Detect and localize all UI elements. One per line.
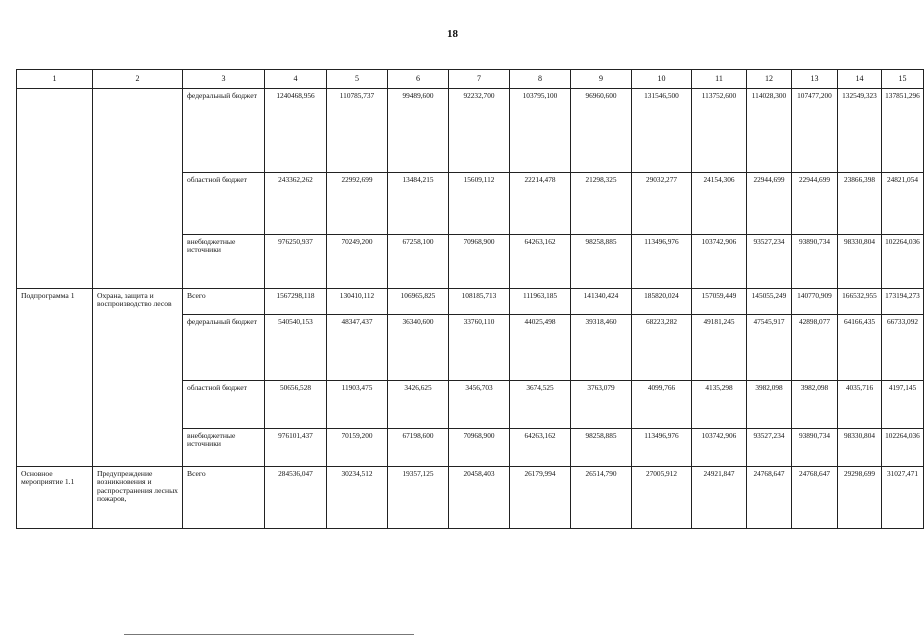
amount-cell: 173194,273 xyxy=(882,289,924,315)
table-row xyxy=(17,289,924,315)
amount-cell: 130410,112 xyxy=(327,289,388,315)
budget-table xyxy=(16,69,924,529)
amount-cell: 3763,079 xyxy=(571,381,632,429)
funding-source-cell: федеральный бюджет xyxy=(183,89,265,173)
amount-cell: 22944,699 xyxy=(792,173,838,235)
amount-cell: 29032,277 xyxy=(632,173,692,235)
program-name-cell: Основное мероприятие 1.1 xyxy=(17,467,93,529)
amount-cell: 93527,234 xyxy=(747,429,792,467)
amount-cell: 22944,699 xyxy=(747,173,792,235)
amount-cell: 70159,200 xyxy=(327,429,388,467)
amount-cell: 26179,994 xyxy=(510,467,571,529)
amount-cell: 243362,262 xyxy=(265,173,327,235)
amount-cell: 15609,112 xyxy=(449,173,510,235)
amount-cell: 3982,098 xyxy=(747,381,792,429)
amount-cell: 3426,625 xyxy=(388,381,449,429)
column-header: 2 xyxy=(93,70,183,89)
program-title-cell: Предупреждение возникновения и распространения лесных пожаров, xyxy=(93,467,183,529)
amount-cell: 67258,100 xyxy=(388,235,449,289)
amount-cell: 166532,955 xyxy=(838,289,882,315)
amount-cell: 26514,790 xyxy=(571,467,632,529)
program-name-cell: Подпрограмма 1 xyxy=(17,289,93,467)
amount-cell: 98258,885 xyxy=(571,235,632,289)
column-header: 5 xyxy=(327,70,388,89)
amount-cell: 93527,234 xyxy=(747,235,792,289)
page-number: 18 xyxy=(447,28,458,40)
funding-source-cell: внебюджетные источники xyxy=(183,429,265,467)
amount-cell: 11903,475 xyxy=(327,381,388,429)
amount-cell: 976250,937 xyxy=(265,235,327,289)
column-header: 11 xyxy=(692,70,747,89)
amount-cell: 24821,054 xyxy=(882,173,924,235)
amount-cell: 19357,125 xyxy=(388,467,449,529)
funding-source-cell: областной бюджет xyxy=(183,381,265,429)
program-name-cell xyxy=(17,89,93,289)
amount-cell: 111963,185 xyxy=(510,289,571,315)
amount-cell: 24768,647 xyxy=(747,467,792,529)
amount-cell: 113496,976 xyxy=(632,235,692,289)
amount-cell: 66733,092 xyxy=(882,315,924,381)
amount-cell: 21298,325 xyxy=(571,173,632,235)
amount-cell: 70968,900 xyxy=(449,429,510,467)
amount-cell: 140770,909 xyxy=(792,289,838,315)
amount-cell: 98330,804 xyxy=(838,235,882,289)
amount-cell: 976101,437 xyxy=(265,429,327,467)
amount-cell: 137851,296 xyxy=(882,89,924,173)
amount-cell: 22992,699 xyxy=(327,173,388,235)
column-header: 6 xyxy=(388,70,449,89)
amount-cell: 64166,435 xyxy=(838,315,882,381)
amount-cell: 67198,600 xyxy=(388,429,449,467)
amount-cell: 114028,300 xyxy=(747,89,792,173)
funding-source-cell: областной бюджет xyxy=(183,173,265,235)
column-header: 1 xyxy=(17,70,93,89)
amount-cell: 98330,804 xyxy=(838,429,882,467)
amount-cell: 141340,424 xyxy=(571,289,632,315)
amount-cell: 157059,449 xyxy=(692,289,747,315)
column-header: 14 xyxy=(838,70,882,89)
amount-cell: 110785,737 xyxy=(327,89,388,173)
funding-source-cell: внебюджетные источники xyxy=(183,235,265,289)
amount-cell: 131546,500 xyxy=(632,89,692,173)
amount-cell: 24154,306 xyxy=(692,173,747,235)
amount-cell: 70968,900 xyxy=(449,235,510,289)
amount-cell: 27005,912 xyxy=(632,467,692,529)
column-header: 7 xyxy=(449,70,510,89)
amount-cell: 48347,437 xyxy=(327,315,388,381)
funding-source-cell: федеральный бюджет xyxy=(183,315,265,381)
program-title-cell xyxy=(93,89,183,289)
amount-cell: 106965,825 xyxy=(388,289,449,315)
column-header: 13 xyxy=(792,70,838,89)
amount-cell: 284536,047 xyxy=(265,467,327,529)
amount-cell: 39318,460 xyxy=(571,315,632,381)
amount-cell: 4197,145 xyxy=(882,381,924,429)
amount-cell: 42898,077 xyxy=(792,315,838,381)
table-row xyxy=(17,467,924,529)
amount-cell: 13484,215 xyxy=(388,173,449,235)
funding-source-cell: Всего xyxy=(183,467,265,529)
funding-source-cell: Всего xyxy=(183,289,265,315)
amount-cell: 93890,734 xyxy=(792,235,838,289)
amount-cell: 4035,716 xyxy=(838,381,882,429)
column-header: 9 xyxy=(571,70,632,89)
amount-cell: 185820,024 xyxy=(632,289,692,315)
column-header: 15 xyxy=(882,70,924,89)
amount-cell: 68223,282 xyxy=(632,315,692,381)
amount-cell: 3456,703 xyxy=(449,381,510,429)
amount-cell: 50656,528 xyxy=(265,381,327,429)
column-header: 8 xyxy=(510,70,571,89)
amount-cell: 132549,323 xyxy=(838,89,882,173)
amount-cell: 107477,200 xyxy=(792,89,838,173)
amount-cell: 20458,403 xyxy=(449,467,510,529)
amount-cell: 145055,249 xyxy=(747,289,792,315)
amount-cell: 102264,036 xyxy=(882,429,924,467)
amount-cell: 102264,036 xyxy=(882,235,924,289)
amount-cell: 29298,699 xyxy=(838,467,882,529)
amount-cell: 93890,734 xyxy=(792,429,838,467)
table-row xyxy=(17,89,924,173)
header-row xyxy=(17,70,924,89)
amount-cell: 49181,245 xyxy=(692,315,747,381)
amount-cell: 33760,110 xyxy=(449,315,510,381)
amount-cell: 23866,398 xyxy=(838,173,882,235)
amount-cell: 103742,906 xyxy=(692,235,747,289)
amount-cell: 70249,200 xyxy=(327,235,388,289)
amount-cell: 44025,498 xyxy=(510,315,571,381)
amount-cell: 1567298,118 xyxy=(265,289,327,315)
footer-rule xyxy=(124,634,414,635)
amount-cell: 64263,162 xyxy=(510,235,571,289)
amount-cell: 113496,976 xyxy=(632,429,692,467)
amount-cell: 103742,906 xyxy=(692,429,747,467)
column-header: 12 xyxy=(747,70,792,89)
column-header: 4 xyxy=(265,70,327,89)
amount-cell: 92232,700 xyxy=(449,89,510,173)
amount-cell: 113752,600 xyxy=(692,89,747,173)
program-title-cell: Охрана, защита и воспроизводство лесов xyxy=(93,289,183,467)
amount-cell: 98258,885 xyxy=(571,429,632,467)
amount-cell: 31027,471 xyxy=(882,467,924,529)
amount-cell: 47545,917 xyxy=(747,315,792,381)
amount-cell: 30234,512 xyxy=(327,467,388,529)
amount-cell: 3674,525 xyxy=(510,381,571,429)
amount-cell: 3982,098 xyxy=(792,381,838,429)
column-header: 3 xyxy=(183,70,265,89)
amount-cell: 99489,600 xyxy=(388,89,449,173)
amount-cell: 36340,600 xyxy=(388,315,449,381)
amount-cell: 108185,713 xyxy=(449,289,510,315)
column-header: 10 xyxy=(632,70,692,89)
amount-cell: 4099,766 xyxy=(632,381,692,429)
amount-cell: 22214,478 xyxy=(510,173,571,235)
amount-cell: 96960,600 xyxy=(571,89,632,173)
amount-cell: 1240468,956 xyxy=(265,89,327,173)
amount-cell: 103795,100 xyxy=(510,89,571,173)
amount-cell: 540540,153 xyxy=(265,315,327,381)
amount-cell: 64263,162 xyxy=(510,429,571,467)
amount-cell: 24768,647 xyxy=(792,467,838,529)
amount-cell: 24921,847 xyxy=(692,467,747,529)
amount-cell: 4135,298 xyxy=(692,381,747,429)
